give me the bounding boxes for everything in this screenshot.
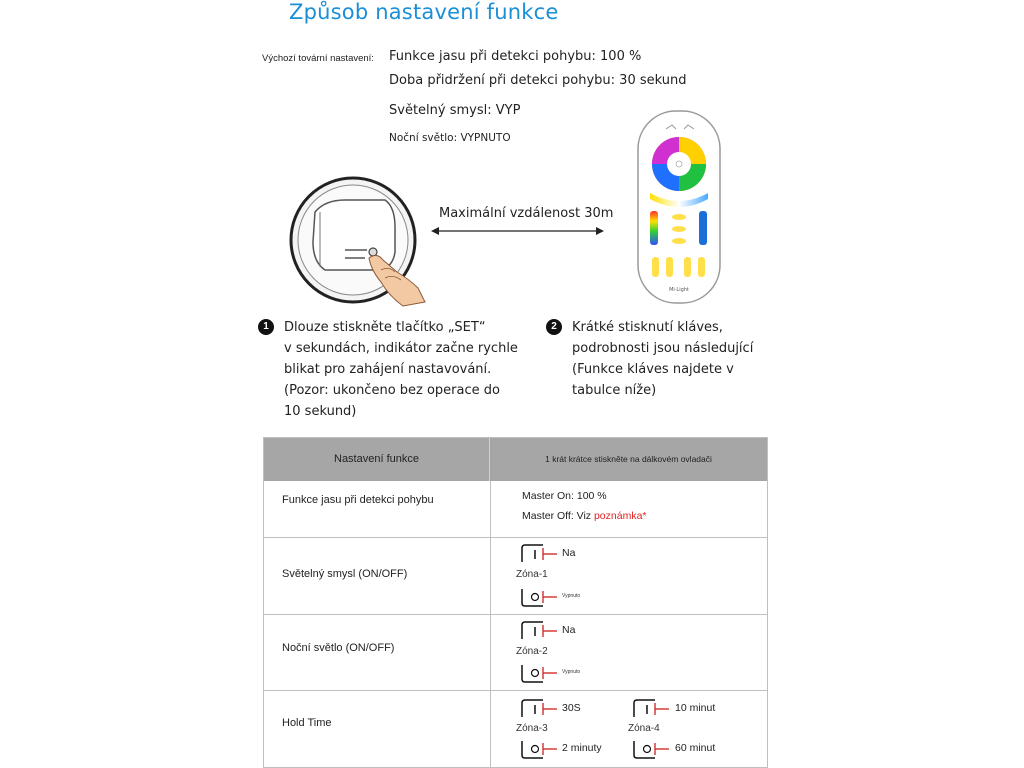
note-link[interactable]: poznámka* [593,510,647,522]
step1-line: (Pozor: ukončeno bez operace do [284,383,500,398]
row-label-night-light: Noční světlo (ON/OFF) [282,642,395,654]
header-remote-press: 1 krát krátce stiskněte na dálkovém ovladači [545,454,712,464]
step1-line: 10 sekund) [284,404,357,419]
row-label-hold-time: Hold Time [282,717,332,729]
zone1-off-label: Vypnuto [562,593,581,599]
master-off-text [522,510,647,522]
zone1-label: Zóna-1 [516,569,548,580]
step1-instructions [284,317,524,422]
remote-brand-text: Mi·Light [669,287,689,293]
zone2-off-label: Vypnuto [562,669,581,675]
step1-number-badge: 1 [258,319,274,335]
zone4-off-label: 60 minut [675,742,716,754]
step2-line: podrobnosti jsou následující [572,341,754,356]
step2-number-badge: 2 [546,319,562,335]
row-label-brightness: Funkce jasu při detekci pohybu [282,494,434,506]
step2-line: Krátké stisknutí kláves, [572,320,723,335]
column-divider [490,481,491,768]
default-brightness: Funkce jasu při detekci pohybu: 100 % [389,49,642,64]
master-on-text: Master On: 100 % [522,490,607,502]
step1-line: v sekundách, indikátor začne rychle [284,341,518,356]
double-arrow-icon [431,225,604,237]
zone2-on-label: Na [562,624,576,636]
row-label-light-sense: Světelný smysl (ON/OFF) [282,568,408,580]
default-light-sense: Světelný smysl: VYP [389,103,521,118]
step1-line: Dlouze stiskněte tlačítko „SET“ [284,320,486,335]
step2-instructions [572,317,772,401]
function-settings-table [263,437,768,768]
step2-line: tabulce níže) [572,383,657,398]
zone1-on-label: Na [562,547,576,559]
zone2-label: Zóna-2 [516,646,548,657]
row-divider [264,690,767,691]
remote-control-illustration [636,109,722,305]
header-function-setting: Nastavení funkce [264,438,490,481]
max-distance-label: Maximální vzdálenost 30m [439,206,614,221]
zone3-label: Zóna-3 [516,723,548,734]
default-hold-time: Doba přidržení při detekci pohybu: 30 sekund [389,73,687,88]
step2-line: (Funkce kláves najdete v [572,362,734,377]
step1-line: blikat pro zahájení nastavování. [284,362,492,377]
table-header [264,438,767,481]
zone4-on-label: 10 minut [675,702,716,714]
zone3-off-label: 2 minuty [562,742,602,754]
defaults-label: Výchozí tovární nastavení: [262,53,374,64]
row-divider [264,537,767,538]
sensor-illustration [285,172,445,312]
zone3-on-label: 30S [562,702,581,714]
page-title: Způsob nastavení funkce [289,0,559,24]
master-off-prefix: Master Off: Viz [522,510,594,522]
default-night-light: Noční světlo: VYPNUTO [389,132,511,144]
row-divider [264,614,767,615]
zone4-label: Zóna-4 [628,723,660,734]
